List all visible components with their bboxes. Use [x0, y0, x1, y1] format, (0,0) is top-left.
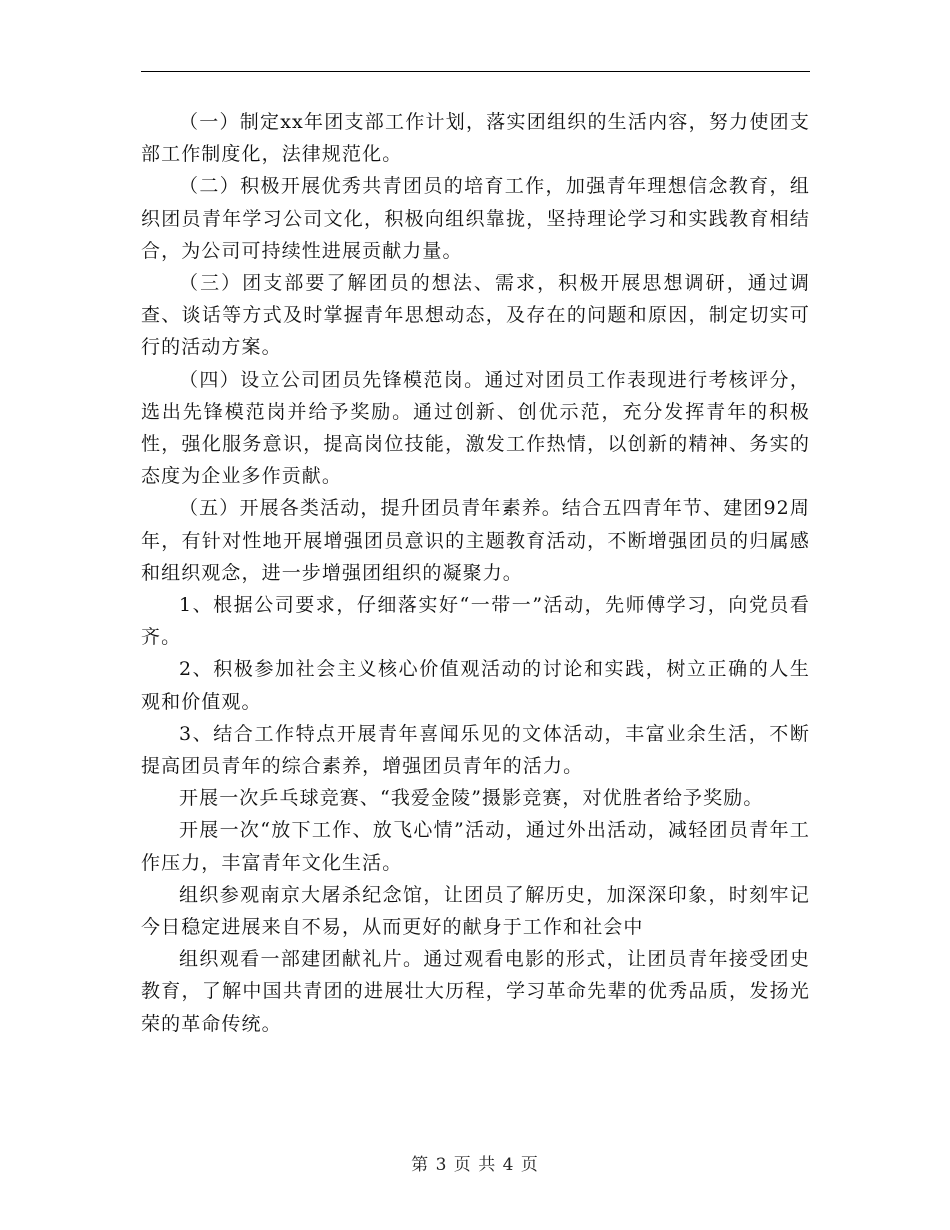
- paragraph-7: 2、积极参加社会主义核心价值观活动的讨论和实践，树立正确的人生观和价值观。: [141, 658, 810, 713]
- header-rule: [141, 71, 810, 72]
- paragraph-2: （二）积极开展优秀共青团员的培育工作，加强青年理想信念教育，组织团员青年学习公司文化，积极向组织靠拢，坚持理论学习和实践教育相结合，为公司可持续性进展贡献力量。: [141, 175, 810, 262]
- page-number: 第 3 页 共 4 页: [411, 1155, 539, 1175]
- paragraph-8: 3、结合工作特点开展青年喜闻乐见的文体活动，丰富业余生活，不断提高团员青年的综合素养，增强团员青年的活力。: [141, 722, 810, 778]
- paragraph-5: （五）开展各类活动，提升团员青年素养。结合五四青年节、建团92周年，有针对性地开展增强团员意识的主题教育活动，不断增强团员的归属感和组织观念，进一步增强团组织的凝聚力。: [141, 497, 810, 584]
- paragraph-3: （三）团支部要了解团员的想法、需求，积极开展思想调研，通过调查、谈话等方式及时掌握青年思想动态，及存在的问题和原因，制定切实可行的活动方案。: [141, 272, 810, 359]
- paragraph-4: （四）设立公司团员先锋模范岗。通过对团员工作表现进行考核评分，选出先锋模范岗并给予奖励。通过创新、创优示范，充分发挥青年的积极性，强化服务意识，提高岗位技能，激发工作热情，以创新的精神、务实的态度为企业多作贡献。: [141, 368, 810, 488]
- paragraph-12: 组织观看一部建团献礼片。通过观看电影的形式，让团员青年接受团史教育，了解中国共青团的进展壮大历程，学习革命先辈的优秀品质，发扬光荣的革命传统。: [141, 948, 810, 1035]
- paragraph-9: 开展一次乒乓球竞赛、“我爱金陵”摄影竞赛，对优胜者给予奖励。: [179, 787, 764, 810]
- document-body: [141, 106, 810, 1040]
- paragraph-6: 1、根据公司要求，仔细落实好“一带一”活动，先师傅学习，向党员看齐。: [141, 594, 810, 649]
- paragraph-10: 开展一次“放下工作、放飞心情”活动，通过外出活动，减轻团员青年工作压力，丰富青年文化生活。: [141, 819, 810, 874]
- page-footer: [0, 1150, 950, 1175]
- paragraph-11: 组织参观南京大屠杀纪念馆，让团员了解历史，加深深印象，时刻牢记今日稳定进展来自不易，从而更好的献身于工作和社会中: [141, 883, 810, 939]
- paragraph-1: （一）制定xx年团支部工作计划，落实团组织的生活内容，努力使团支部工作制度化，法律规范化。: [141, 111, 810, 166]
